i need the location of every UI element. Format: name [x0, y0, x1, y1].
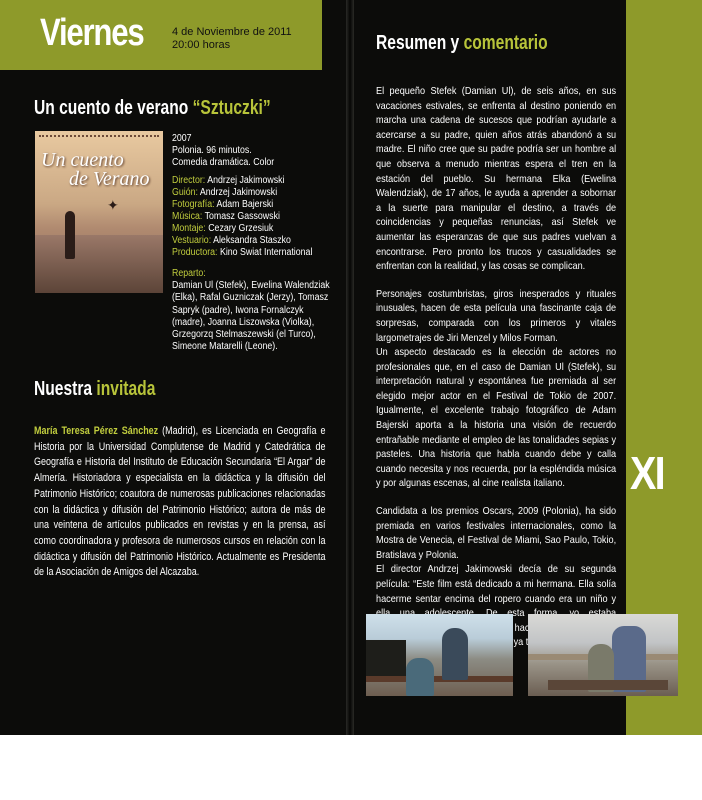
- film-still-bench: [528, 614, 678, 696]
- credit-label: Director:: [172, 175, 206, 186]
- still-man-figure: [442, 628, 468, 680]
- film-title-main: Un cuento de verano: [34, 97, 189, 119]
- credit-label: Música:: [172, 211, 203, 222]
- summary-paragraph: Personajes costumbristas, giros inesperados y rituales inusuales, hacen de esta película una fascinante caja de sorpresas, comparada con los primeros y vitales largometrajes de Jiri Menzel y Milos Forman.: [376, 287, 617, 344]
- credit-costume: [172, 235, 291, 247]
- center-fold: [346, 0, 354, 735]
- credit-value: Tomasz Gassowski: [204, 211, 280, 222]
- date-text: 4 de Noviembre de 2011: [172, 26, 292, 38]
- credit-label: Montaje:: [172, 223, 206, 234]
- credit-editing: [172, 223, 273, 235]
- credit-value: Aleksandra Staszko: [213, 235, 291, 246]
- credit-value: Adam Bajerski: [216, 199, 274, 210]
- credit-photography: [172, 199, 273, 211]
- summary-paragraph: El pequeño Stefek (Damian Ul), de seis años, en sus vacaciones estivales, se enfrenta al destino poniendo en marcha una cadena de sucesos que podrían ayudarle a acercarse a su padre, quien años atrás abandonó a su madre. El niño cree que su padre podría ser un hombre al que observa a menudo mientras espera el tren en la estación del pueblo. Su hermana Elka (Ewelina Walendziak), de 17 años, le ayuda a aprender a sobornar a la suerte para manipular el destino, a través de coincidencias y pequeñas renuncias, así Stefek ve aumentar las esperanzas de que sus padres vuelvan a encontrarse. Pero pronto los trucos y casualidades se enfrentan con la realidad, y las cosas se complican.: [376, 85, 617, 273]
- poster-bird-icon: ✦: [107, 197, 119, 213]
- film-original-title: “Sztuczki”: [192, 97, 271, 119]
- credit-label: Productora:: [172, 247, 218, 258]
- credit-label: Fotografía:: [172, 199, 215, 210]
- credit-value: Andrzej Jakimowski: [207, 175, 285, 186]
- cast-line: Sapryk (padre), Iwona Fornalczyk: [172, 304, 304, 316]
- day-heading: Viernes: [40, 12, 144, 54]
- film-poster: [35, 131, 163, 293]
- film-year: 2007: [172, 133, 192, 144]
- summary-title-main: Resumen y: [376, 32, 460, 54]
- credit-producer: [172, 247, 312, 259]
- summary-title-highlight: comentario: [463, 32, 548, 54]
- cast-line: (madre), Joanna Liszowska (Violka),: [172, 316, 315, 328]
- guest-bio-text: (Madrid), es Licenciada en Geografía e Historia por la Universidad Complutense de Madrid y Catedrática de Geografía e Historia del Instituto de Educación Secundaria “El Argar” de Almería. Historiadora y especialista en la didáctica y la difusión del Patrimonio Histórico; coautora de numerosas publicaciones relacionadas con la didáctica y difusión del Patrimonio Histórico; autora de más de una veintena de artículos publicados en revistas y en la prensa, así como coordinadora y profesora de numerosos cursos en relación con la didáctica y difusión del Patrimonio Histórico. Actualmente es Presidenta de la Asociación de Amigos del Alcazaba.: [34, 425, 326, 579]
- guest-section-title: [34, 378, 155, 401]
- summary-paragraph: Candidata a los premios Oscars, 2009 (Polonia), ha sido premiada en varios festivales internacionales, como la Mostra de Venecia, el Festival de Miami, Sao Paulo, Tokio, Bratislava y Polonia.: [376, 505, 617, 561]
- still-child-figure: [406, 658, 434, 696]
- cast-line: Simeone Matarelli (Leone).: [172, 341, 278, 353]
- guest-title-highlight: invitada: [96, 378, 156, 400]
- poster-title-line1: Un cuento: [41, 149, 124, 171]
- credit-label: Vestuario:: [172, 235, 212, 246]
- time-text: 20:00 horas: [172, 39, 231, 51]
- film-details-1: Polonia. 96 minutos.: [172, 145, 252, 156]
- guest-title-main: Nuestra: [34, 378, 93, 400]
- summary-section-title: [376, 32, 548, 55]
- film-still-station: [366, 614, 513, 696]
- film-title: [34, 97, 271, 120]
- still-building: [366, 640, 406, 680]
- credit-value: Cezary Grzesiuk: [208, 223, 274, 234]
- credit-screenplay: [172, 187, 277, 199]
- guest-bio: [34, 424, 325, 581]
- cast-line: Damian Ul (Stefek), Ewelina Walendziak: [172, 280, 330, 292]
- poster-landscape: [35, 235, 163, 293]
- credit-label: Guión:: [172, 187, 198, 198]
- still-bench: [548, 680, 668, 690]
- summary-text: [376, 84, 616, 650]
- page-numeral: XI: [630, 447, 664, 499]
- credit-music: [172, 211, 280, 223]
- guest-name: María Teresa Pérez Sánchez: [34, 425, 159, 437]
- left-panel: [0, 0, 346, 735]
- poster-title-line2: de Verano: [69, 168, 150, 190]
- film-details-2: Comedia dramática. Color: [172, 157, 275, 168]
- poster-festival-laurels: [39, 135, 159, 143]
- poster-child-figure: [65, 211, 75, 259]
- cast-block: [172, 268, 341, 353]
- still-platform: [366, 676, 513, 682]
- credit-director: [172, 175, 285, 187]
- cast-line: Grzegorzq Stelmaszewski (el Turco),: [172, 329, 316, 341]
- credit-value: Andrzej Jakimowski: [199, 187, 278, 198]
- poster-title: [41, 151, 150, 189]
- cast-line: (Elka), Rafal Guzniczak (Jerzy), Tomasz: [172, 292, 329, 304]
- summary-paragraph: Un aspecto destacado es la elección de actores no profesionales que, en el caso de Damian Ul (Stefek), su interpretación natural y espontánea fue premiada al ser elegido mejor actor en el Festival de Tokio de 2007. Igualmente, el excelente trabajo fotográfico de Adam Bajerski aporta a la historia una visión de recuerdo entrañable mediante el empleo de las tonalidades sepias y pasteles. Una historia que habla cuando debe y calla cuando necesita y nos recuerda, por la espléndida música y por algunas escenas, al cine realista italiano.: [376, 346, 617, 490]
- credit-value: Kino Swiat International: [219, 247, 313, 258]
- cast-label: Reparto:: [172, 268, 206, 279]
- scan-margin: [0, 735, 702, 800]
- summary-paragraph: El director Andrzej Jakimowski decía de su segunda película: “Este film está dedicado a mi hermana. Ella solía hacerme sentar encima del ropero cuando era un niño y esta hacer ya: [376, 563, 617, 649]
